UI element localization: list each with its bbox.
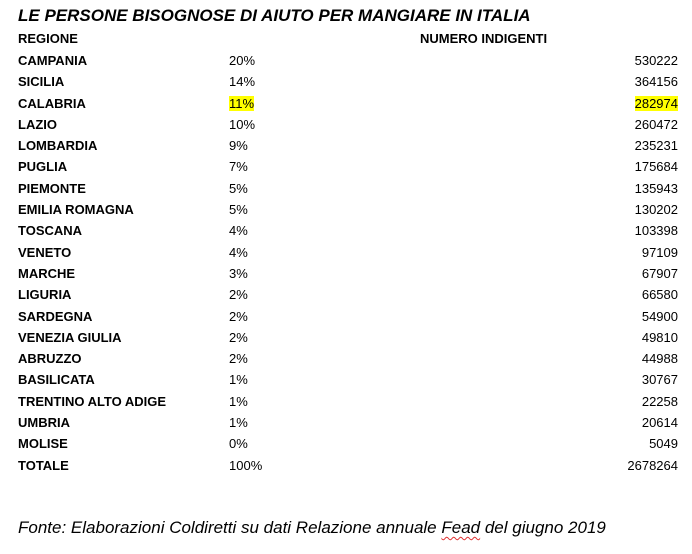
page-title: LE PERSONE BISOGNOSE DI AIUTO PER MANGIARE IN ITALIA bbox=[18, 6, 531, 25]
indigent-count: 20614 bbox=[641, 415, 678, 431]
indigent-count: 235231 bbox=[634, 138, 678, 154]
region-name: SARDEGNA bbox=[18, 308, 93, 324]
region-name: LAZIO bbox=[18, 116, 57, 132]
source-note bbox=[18, 518, 606, 538]
region-percentage: 100% bbox=[229, 457, 263, 473]
region-percentage: 2% bbox=[229, 329, 248, 345]
region-percentage: 2% bbox=[229, 308, 248, 324]
region-percentage: 7% bbox=[229, 159, 248, 175]
table-row bbox=[0, 369, 692, 390]
indigent-count: 30767 bbox=[641, 372, 678, 388]
column-header-region: REGIONE bbox=[18, 31, 78, 46]
region-name: BASILICATA bbox=[18, 372, 95, 388]
table-row bbox=[0, 263, 692, 284]
region-percentage: 20% bbox=[229, 53, 256, 68]
table-row bbox=[0, 391, 692, 412]
table-row bbox=[0, 50, 692, 71]
source-note-text: Fonte: Elaborazioni Coldiretti su dati Relazione annuale bbox=[18, 518, 442, 537]
region-name: LOMBARDIA bbox=[18, 138, 98, 154]
region-percentage: 10% bbox=[229, 116, 256, 132]
indigent-count: 260472 bbox=[634, 116, 678, 132]
region-percentage: 0% bbox=[229, 436, 248, 452]
source-note-text-end: del giugno 2019 bbox=[480, 518, 606, 537]
region-percentage: 3% bbox=[229, 265, 248, 281]
indigent-count: 97109 bbox=[641, 244, 678, 260]
indigent-count: 364156 bbox=[634, 74, 678, 90]
table-row bbox=[0, 348, 692, 369]
region-percentage: 9% bbox=[229, 138, 248, 154]
region-percentage: 5% bbox=[229, 202, 248, 218]
region-name: TRENTINO ALTO ADIGE bbox=[18, 393, 167, 409]
data-table bbox=[0, 50, 692, 476]
table-row bbox=[0, 412, 692, 433]
region-percentage: 2% bbox=[229, 287, 248, 303]
region-name: EMILIA ROMAGNA bbox=[18, 202, 134, 218]
region-percentage: 2% bbox=[229, 351, 248, 367]
table-row bbox=[0, 178, 692, 199]
region-name: ABRUZZO bbox=[18, 351, 82, 367]
region-name: MOLISE bbox=[18, 436, 68, 452]
indigent-count: 54900 bbox=[641, 308, 678, 324]
indigent-count: 22258 bbox=[641, 393, 678, 409]
region-name: TOSCANA bbox=[18, 223, 83, 239]
table-row bbox=[0, 135, 692, 156]
table-row bbox=[0, 156, 692, 177]
region-name: MARCHE bbox=[18, 265, 76, 281]
table-row bbox=[0, 284, 692, 305]
indigent-count: 44988 bbox=[641, 351, 678, 367]
table-row bbox=[0, 71, 692, 92]
indigent-count: 2678264 bbox=[627, 457, 678, 473]
indigent-count: 282974 bbox=[634, 95, 678, 111]
region-percentage: 14% bbox=[229, 74, 256, 90]
region-name: PUGLIA bbox=[18, 159, 68, 175]
indigent-count: 175684 bbox=[634, 159, 678, 175]
table-row bbox=[0, 220, 692, 241]
table-row bbox=[0, 242, 692, 263]
region-percentage: 5% bbox=[229, 180, 248, 196]
indigent-count: 130202 bbox=[634, 202, 678, 218]
region-name: SICILIA bbox=[18, 74, 65, 90]
table-row bbox=[0, 114, 692, 135]
indigent-count: 530222 bbox=[634, 53, 678, 68]
indigent-count: 67907 bbox=[641, 265, 678, 281]
table-row bbox=[0, 433, 692, 454]
indigent-count: 66580 bbox=[641, 287, 678, 303]
region-percentage: 1% bbox=[229, 415, 248, 431]
region-percentage: 1% bbox=[229, 372, 248, 388]
region-name: VENETO bbox=[18, 244, 72, 260]
table-row bbox=[0, 93, 692, 114]
region-name: CALABRIA bbox=[18, 95, 86, 111]
spellcheck-underlined-word: Fead bbox=[441, 518, 481, 537]
column-header-count: NUMERO INDIGENTI bbox=[420, 31, 548, 46]
region-percentage: 4% bbox=[229, 244, 248, 260]
indigent-count: 103398 bbox=[634, 223, 678, 239]
table-row bbox=[0, 327, 692, 348]
region-name: CAMPANIA bbox=[18, 53, 88, 68]
region-name: PIEMONTE bbox=[18, 180, 86, 196]
region-percentage: 11% bbox=[229, 95, 255, 111]
region-name: UMBRIA bbox=[18, 415, 70, 431]
indigent-count: 5049 bbox=[649, 436, 678, 452]
region-name: LIGURIA bbox=[18, 287, 72, 303]
region-name: VENEZIA GIULIA bbox=[18, 329, 122, 345]
region-percentage: 4% bbox=[229, 223, 248, 239]
region-name: TOTALE bbox=[18, 457, 69, 473]
indigent-count: 135943 bbox=[634, 180, 678, 196]
table-row bbox=[0, 455, 692, 476]
region-percentage: 1% bbox=[229, 393, 248, 409]
indigent-count: 49810 bbox=[641, 329, 678, 345]
table-row bbox=[0, 199, 692, 220]
table-row bbox=[0, 306, 692, 327]
